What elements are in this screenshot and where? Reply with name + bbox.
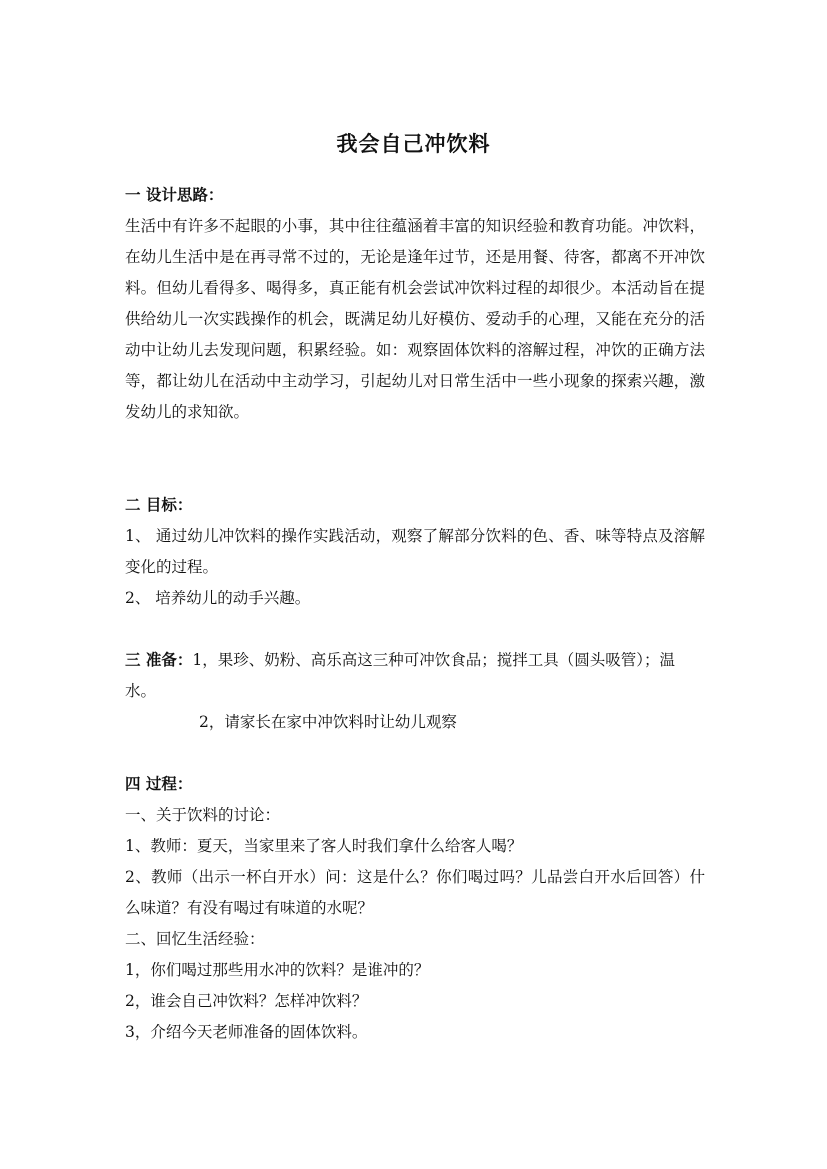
spacer bbox=[125, 428, 705, 459]
spacer bbox=[125, 614, 705, 645]
design-paragraph: 生活中有许多不起眼的小事，其中往往蕴涵着丰富的知识经验和教育功能。冲饮料，在幼儿生活中是在再寻常不过的，无论是逢年过节，还是用餐、待客，都离不开冲饮料。但幼儿看得多、喝得多，真正能有机会尝试冲饮料过程的却很少。本活动旨在提供给幼儿一次实践操作的机会，既满足幼儿好模仿、爱动手的心理，又能在充分的活动中让幼儿去发现问题，积累经验。如：观察固体饮料的溶解过程，冲饮的正确方法等，都让幼儿在活动中主动学习，引起幼儿对日常生活中一些小现象的探索兴趣，激发幼儿的求知欲。 bbox=[125, 217, 705, 421]
process-line: 1，你们喝过那些用水冲的饮料？是谁冲的？ bbox=[125, 961, 430, 979]
process-line: 3，介绍今天老师准备的固体饮料。 bbox=[125, 1023, 368, 1041]
document-body bbox=[125, 180, 705, 1048]
goal-item-1: 1、 通过幼儿冲饮料的操作实践活动，观察了解部分饮料的色、香、味等特点及溶解变化的过程。 bbox=[125, 527, 705, 576]
section-heading-preparation: 三 准备： bbox=[125, 651, 193, 669]
preparation-item-1: 1，果珍、奶粉、高乐高这三种可冲饮食品；搅拌工具（圆头吸管）；温水。 bbox=[125, 651, 676, 700]
process-line: 二、回忆生活经验： bbox=[125, 930, 265, 948]
section-heading-goals: 二 目标： bbox=[125, 496, 193, 514]
process-line: 一、关于饮料的讨论： bbox=[125, 806, 281, 824]
process-line: 2，谁会自己冲饮料？怎样冲饮料？ bbox=[125, 992, 368, 1010]
goal-item-2: 2、 培养幼儿的动手兴趣。 bbox=[125, 589, 311, 607]
document-title: 我会自己冲饮料 bbox=[336, 132, 491, 156]
section-heading-design: 一 设计思路： bbox=[125, 186, 224, 204]
preparation-item-2: 2，请家长在家中冲饮料时让幼儿观察 bbox=[199, 713, 457, 731]
spacer bbox=[125, 459, 705, 490]
process-line: 1、教师：夏天，当家里来了客人时我们拿什么给客人喝？ bbox=[125, 837, 523, 855]
preparation-paragraph bbox=[125, 645, 705, 707]
process-line: 2、教师（出示一杯白开水）问：这是什么？你们喝过吗？儿品尝白开水后回答）什么味道？有没有喝过有味道的水呢？ bbox=[125, 868, 705, 917]
spacer bbox=[125, 738, 705, 769]
section-heading-process: 四 过程： bbox=[125, 775, 193, 793]
